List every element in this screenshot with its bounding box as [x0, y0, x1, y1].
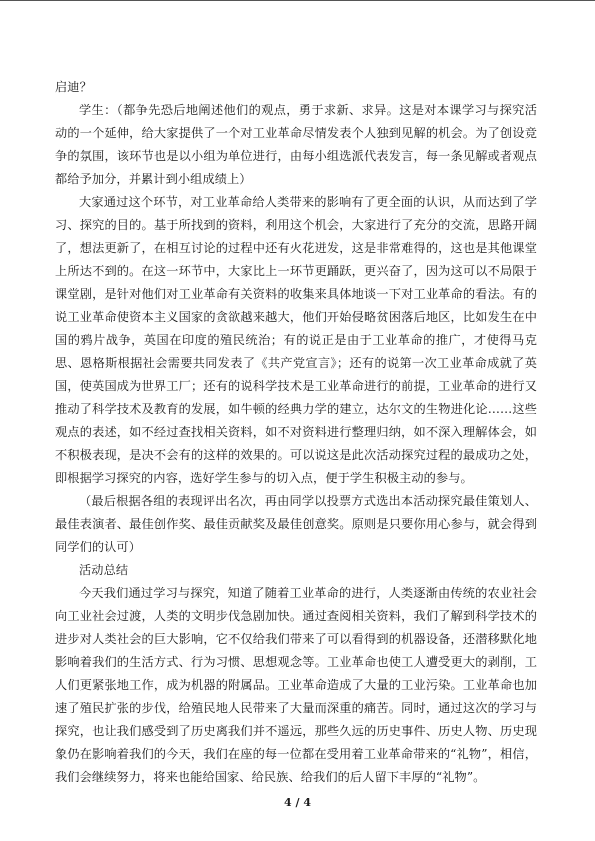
- page-number: 4 / 4: [284, 796, 311, 809]
- paragraph-summary: 今天我们通过学习与探究，知道了随着工业革命的进行，人类逐渐由传统的农业社会向工业社会过渡，人类的文明步伐急剧加快。通过查阅相关资料，我们了解到科学技术的进步对人类社会的巨大影响，它不仅给我们带来了可以看得到的机器设备，还潜移默化地影响着我们的生活方式、行为习惯、思想观念等。工业革命也使工人遭受更大的剥削，工人们更紧张地工作，成为机器的附属品。工业革命造成了大量的工业污染。工业革命也加速了殖民扩张的步伐，给殖民地人民带来了大量而深重的痛苦。同时，通过这次的学习与探究，也让我们感受到了历史离我们并不遥远，那些久远的历史事件、历史人物、历史现象仍在影响着我们的今天，我们在座的每一位都在受用着工业革命带来的“礼物”，相信，我们会继续努力，将来也能给国家、给民族、给我们的后人留下丰厚的“礼物”。: [55, 586, 537, 784]
- paragraph-continuation: 启迪？: [55, 80, 92, 94]
- document-body: [55, 76, 537, 789]
- section-heading-summary: 活动总结: [79, 563, 129, 577]
- paragraph-discussion: 大家通过这个环节，对工业革命给人类带来的影响有了更全面的认识，从而达到了学习、探究的目的。基于所找到的资料，利用这个机会，大家进行了充分的交流，思路开阔了，想法更新了，在相互讨论的过程中还有火花迸发，这是非常难得的，这也是其他课堂上所达不到的。在这一环节中，大家比上一环节更踊跃，更兴奋了，因为这可以不局限于课堂剧，是针对他们对工业革命有关资料的收集来具体地谈一下对工业革命的看法。有的说工业革命使资本主义国家的贪欲越来越大，他们开始侵略贫困落后地区，比如发生在中国的鸦片战争，英国在印度的殖民统治；有的说正是由于工业革命的推广，才使得马克思、恩格斯根据社会需要共同发表了《共产党宣言》；还有的说第一次工业革命成就了英国，使英国成为世界工厂；还有的说科学技术是工业革命进行的前提，工业革命的进行又推动了科学技术及教育的发展，如牛顿的经典力学的建立，达尔文的生物进化论……这些观点的表述，如不经过查找相关资料，如不对资料进行整理归纳，如不深入理解体会，如不积极表现，是决不会有的这样的效果的。可以说这是此次活动探究过程的最成功之处，即根据学习探究的内容，选好学生参与的切入点，便于学生积极主动的参与。: [55, 195, 537, 485]
- paragraph-student-response: 学生：（都争先恐后地阐述他们的观点，勇于求新、求异。这是对本课学习与探究活动的一个延伸，给大家提供了一个对工业革命尽情发表个人独到见解的机会。为了创设竞争的氛围，该环节也是以小组为单位进行，由每小组选派代表发言，每一条见解或者观点都给予加分，并累计到小组成绩上）: [55, 103, 537, 186]
- page-top-rule: [0, 0, 595, 1]
- paragraph-evaluation-note: （最后根据各组的表现评出名次，再由同学以投票方式选出本活动探究最佳策划人、最佳表演者、最佳创作奖、最佳贡献奖及最佳创意奖。原则是只要你用心参与，就会得到同学们的认可）: [55, 494, 537, 554]
